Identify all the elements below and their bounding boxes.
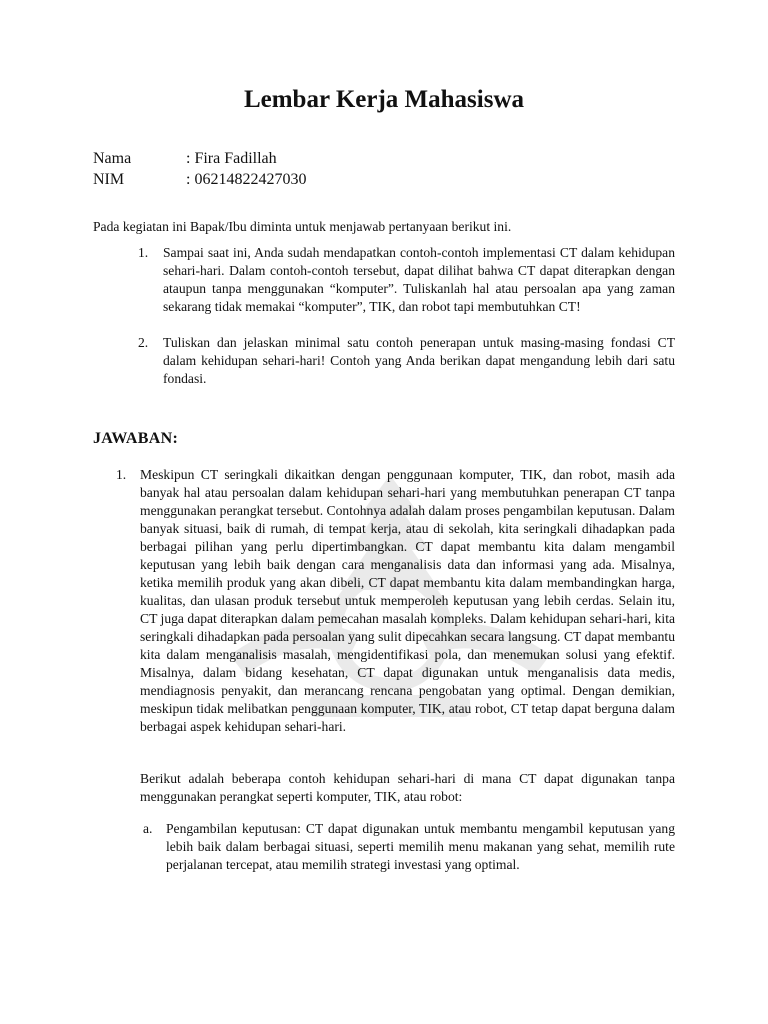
question-text: Sampai saat ini, Anda sudah mendapatkan contoh-contoh implementasi CT dalam kehidupan sehari-hari. Dalam contoh-contoh tersebut, dapat dilihat bahwa CT dapat diterapkan dengan ataupun tanpa menggunakan “komputer”. Tuliskanlah hal atau persoalan apa yang zaman sekarang tidak memakai “komputer”, TIK, dan robot tapi membutuhkan CT! <box>163 245 675 314</box>
nim-row <box>93 169 306 191</box>
nim-label: NIM <box>93 171 125 188</box>
question-text: Tuliskan dan jelaskan minimal satu contoh penerapan untuk masing-masing fondasi CT dalam kehidupan sehari-hari! Contoh yang Anda berikan dapat mengandung lebih dari satu fondasi. <box>163 335 675 386</box>
intro-paragraph: Pada kegiatan ini Bapak/Ibu diminta untuk menjawab pertanyaan berikut ini. <box>93 219 512 234</box>
name-value: : Fira Fadillah <box>186 150 277 167</box>
sub-item-text: Pengambilan keputusan: CT dapat digunakan untuk membantu mengambil keputusan yang lebih baik dalam berbagai situasi, seperti memilih menu makanan yang sehat, memilih rute perjalanan tercepat, atau memilih strategi investasi yang optimal. <box>166 821 675 872</box>
answer-heading: JAWABAN: <box>93 430 179 447</box>
question-number: 2. <box>138 335 149 350</box>
question-item <box>139 334 675 388</box>
page-title: Lembar Kerja Mahasiswa <box>243 86 525 113</box>
name-label: Nama <box>93 150 132 167</box>
answer-number: 1. <box>116 467 127 482</box>
answer-item <box>116 466 675 736</box>
answer-text: Meskipun CT seringkali dikaitkan dengan penggunaan komputer, TIK, dan robot, masih ada banyak hal atau persoalan dalam kehidupan sehari-hari yang membutuhkan penerapan CT tanpa menggunakan perangkat tersebut. Contohnya adalah dalam proses pengambilan keputusan. Dalam banyak situasi, baik di rumah, di tempat kerja, atau di sekolah, kita seringkali dihadapkan pada berbagai pilihan yang perlu dipertimbangkan. CT dapat membantu kita dalam mengambil keputusan yang lebih baik dengan cara menganalisis data dan informasi yang ada. Misalnya, ketika memilih produk yang akan dibeli, CT dapat membantu kita dalam membandingkan harga, kualitas, dan ulasan produk tersebut untuk memperoleh keputusan yang lebih cerdas. Selain itu, CT juga dapat diterapkan dalam pemecahan masalah kompleks. Dalam kehidupan sehari-hari, kita seringkali dihadapkan pada persoalan yang sulit dipecahkan secara langsung. CT dapat membantu kita dalam menganalisis masalah, mengidentifikasi pola, dan menemukan solusi yang efektif. Misalnya, dalam bidang kesehatan, CT dapat digunakan untuk menganalisis data medis, mendiagnosis penyakit, dan merancang rencana pengobatan yang optimal. Dengan demikian, meskipun tidak melibatkan penggunaan komputer, TIK, atau robot, CT tetap dapat berguna dalam berbagai aspek kehidupan sehari-hari. <box>140 467 675 734</box>
name-row <box>93 148 277 170</box>
sub-item-letter: a. <box>143 821 153 836</box>
question-number: 1. <box>138 245 149 260</box>
nim-value: : 06214822427030 <box>186 171 307 188</box>
answer-paragraph: Berikut adalah beberapa contoh kehidupan sehari-hari di mana CT dapat digunakan tanpa menggunakan perangkat seperti komputer, TIK, atau robot: <box>140 771 675 804</box>
sub-list-item <box>143 820 675 874</box>
question-item <box>139 244 675 316</box>
